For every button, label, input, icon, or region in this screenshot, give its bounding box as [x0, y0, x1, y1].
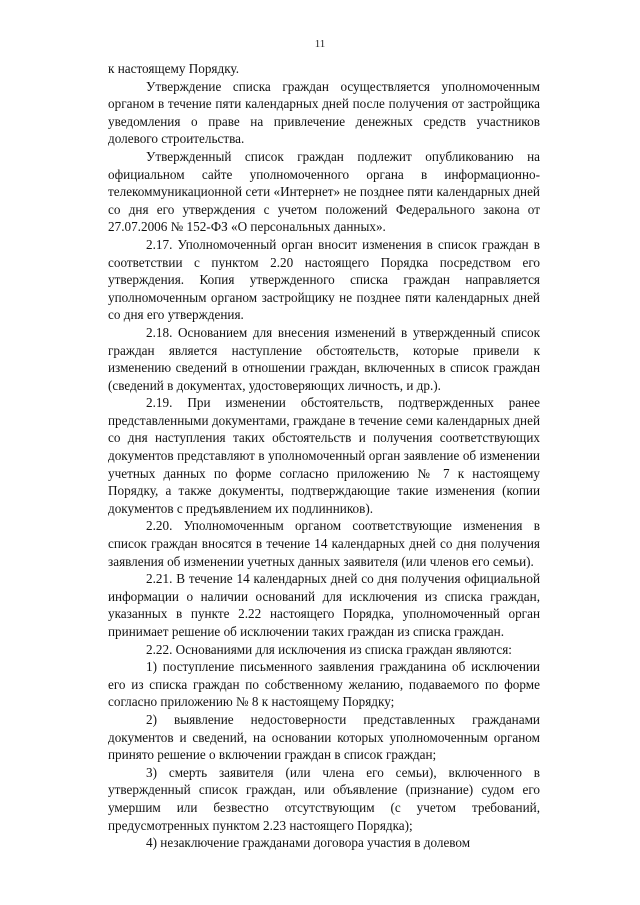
paragraph-continuation: к настоящему Порядку. — [108, 61, 239, 76]
list-item-1: 1) поступление письменного заявления гражданина об исключении его из списка граждан по собственному желанию, подаваемого по форме согласно приложению № 8 к настоящему Порядку; — [108, 659, 540, 710]
paragraph-2-18: 2.18. Основанием для внесения изменений в утвержденный список граждан является наступление обстоятельств, которые привели к изменению сведений в отношении граждан, включенных в список граждан (сведений в документах, удостоверяющих личность, и др.). — [108, 324, 540, 393]
document-body — [108, 60, 540, 852]
list-item-4: 4) незаключение гражданами договора участия в долевом — [146, 835, 471, 851]
paragraph-2-17: 2.17. Уполномоченный орган вносит изменения в список граждан в соответствии с пунктом 2.20 настоящего Порядка посредством его утверждения. Копия утвержденного списка граждан направляется уполномоченным органом застройщику не позднее пяти календарных дней со дня его утверждения. — [108, 236, 540, 323]
list-item-2: 2) выявление недостоверности представленных гражданами документов и сведений, на основании которых уполномоченным органом принято решение о включении граждан в список граждан; — [108, 711, 540, 763]
paragraph-approval: Утверждение списка граждан осуществляется уполномоченным органом в течение пяти календарных дней после получения от застройщика уведомления о праве на привлечение денежных средств участников долевого строительства. — [108, 78, 540, 147]
paragraph-publication: Утвержденный список граждан подлежит опубликованию на официальном сайте уполномоченного органа в информационно-телекоммуникационной сети «Интернет» не позднее пяти календарных дней со дня его утверждения с учетом положений Федерального закона от 27.07.2006 № 152-ФЗ «О персональных данных». — [108, 148, 540, 235]
paragraph-2-20: 2.20. Уполномоченным органом соответствующие изменения в список граждан вносятся в течение 14 календарных дней со дня получения заявления об изменении учетных данных заявителя (или членов его семьи). — [108, 518, 540, 569]
paragraph-2-21: 2.21. В течение 14 календарных дней со дня получения официальной информации о наличии оснований для исключения из списка граждан, указанных в пункте 2.22 настоящего Порядка, уполномоченный орган принимает решение об исключении таких граждан из списка граждан. — [108, 571, 540, 639]
paragraph-2-22: 2.22. Основаниями для исключения из списка граждан являются: — [146, 641, 512, 657]
paragraph-2-19: 2.19. При изменении обстоятельств, подтвержденных ранее представленными документами, граждане в течение семи календарных дней со дня наступления таких обстоятельств и получения соответствующих документов представляют в уполномоченный орган заявление об изменении учетных данных по форме согласно приложению № 7 к настоящему Порядку, а также документы, подтверждающие такие изменения (копии документов с предъявлением их подлинников). — [108, 395, 540, 516]
page-number: 11 — [314, 38, 326, 50]
list-item-3: 3) смерть заявителя (или члена его семьи), включенного в утвержденный список граждан, или объявление (признание) судом его умершим или безвестно отсутствующим (с учетом требований, предусмотренных пунктом 2.23 настоящего Порядка); — [108, 764, 540, 833]
